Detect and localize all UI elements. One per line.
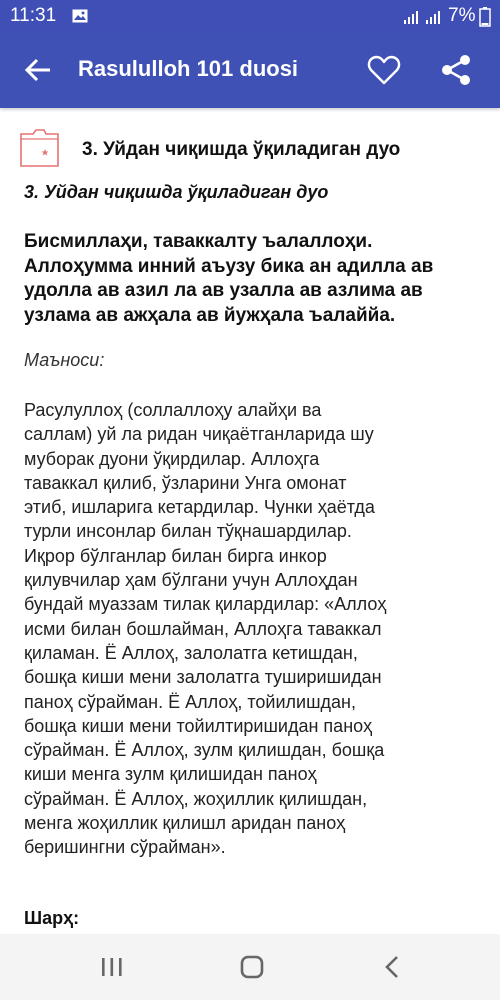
dua-transliteration [24,230,484,328]
transliteration-line: узлама ав ажҳала ав йужҳала ъалаййа. [24,304,396,326]
transliteration-line: Аллоҳумма инний аъузу бика ан адилла ав [24,255,434,277]
battery-icon [479,7,491,27]
meaning-line: исми билан бошлайман, Аллоҳга таваккал [24,618,382,639]
meaning-line: киши менга зулм қилишидан паноҳ [24,764,317,785]
meaning-line: бошқа киши мени тойилтиришидан паноҳ [24,715,373,736]
dua-header [0,126,500,176]
dua-title: 3. Уйдан чиқишда ўқиладиган дуо [82,139,401,160]
status-bar [0,0,500,32]
meaning-line: муборак дуони ўқирдилар. Аллоҳга [24,448,320,469]
meaning-line: саллам) уй ла ридан чиқаётганларида шу [24,424,374,445]
meaning-line: турли инсонлар билан тўқнашардилар. [24,521,352,542]
meaning-line: таваккал қилиб, ўзларини Унга омонат [24,472,347,493]
image-icon [72,9,88,23]
transliteration-line: Бисмиллаҳи, таваккалту ъалаллоҳи. [24,231,373,252]
meaning-line: паноҳ сўрайман. Ё Аллоҳ, тойилишдан, [24,691,356,712]
arrow-left-icon[interactable] [20,52,56,88]
signal-icon [404,9,444,25]
meaning-line: беришингни сўрайман». [24,837,226,858]
app-bar [0,32,500,108]
meaning-line: бошқа киши мени залолатга туширишидан [24,667,382,688]
back-icon[interactable] [383,954,401,980]
meaning-line: этиб, ишларига кетардилар. Чунки ҳаётда [24,497,375,518]
recent-apps-icon[interactable] [100,956,124,978]
meaning-line: сўрайман. Ё Аллоҳ, жоҳиллик қилишдан, [24,788,368,809]
battery-percent: 7% [448,5,476,26]
dua-subtitle: 3. Уйдан чиқишда ўқиладиган дуо [24,182,329,202]
sharh-label: Шарҳ: [24,908,80,928]
system-nav-bar [0,934,500,1000]
share-icon[interactable] [438,52,474,88]
meaning-line: қиламан. Ё Аллоҳ, залолатга кетишдан, [24,642,358,663]
meaning-text [24,398,486,860]
heart-outline-icon[interactable] [366,52,402,88]
meaning-label: Маъноси: [24,350,105,370]
meaning-line: бундай муаззам тилак қилардилар: «Аллоҳ [24,594,387,615]
status-time: 11:31 [10,5,57,26]
folder-crescent-icon [18,126,62,170]
meaning-line: Иқрор бўлганлар билан бирга инкор [24,545,327,566]
meaning-line: Расулуллоҳ (соллаллоҳу алайҳи ва [24,400,322,420]
home-icon[interactable] [239,954,265,980]
content-area[interactable] [0,108,500,934]
meaning-line: қилувчилар ҳам бўлгани учун Аллоҳдан [24,570,358,591]
meaning-line: менга жоҳиллик қилишл аридан паноҳ [24,813,346,834]
meaning-line: сўрайман. Ё Аллоҳ, зулм қилишдан, бошқа [24,740,385,761]
app-title: Rasululloh 101 duosi [78,56,299,81]
transliteration-line: удолла ав азил ла ав узалла ав азлима ав [24,280,423,301]
